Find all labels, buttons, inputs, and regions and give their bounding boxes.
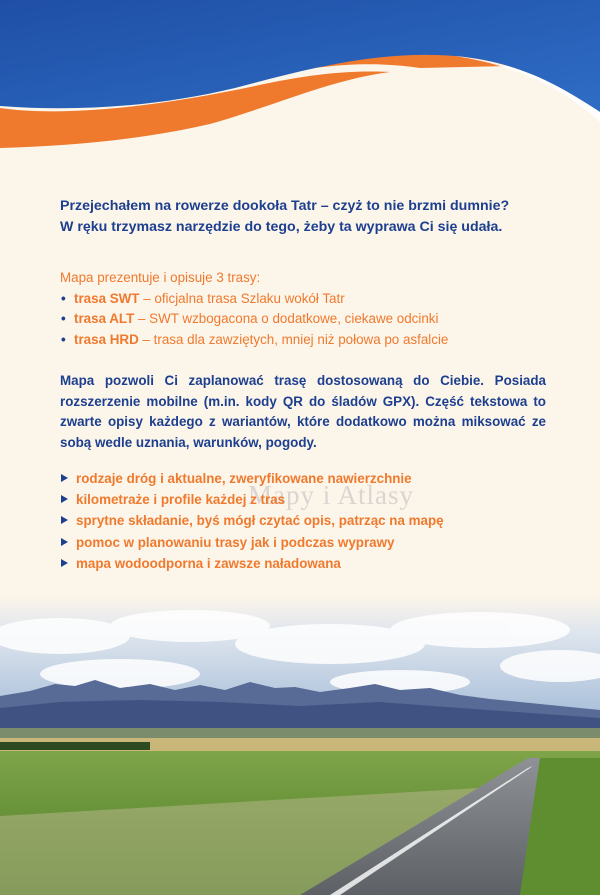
bullet-icon: • (61, 331, 66, 347)
feature-item (60, 468, 560, 489)
route-name: trasa HRD (74, 331, 139, 347)
route-item-alt (60, 309, 560, 330)
triangle-bullet-icon (61, 516, 68, 524)
triangle-bullet-icon (61, 538, 68, 546)
bullet-icon: • (61, 311, 66, 326)
feature-item (60, 553, 560, 574)
feature-item (60, 489, 560, 510)
triangle-bullet-icon (61, 559, 68, 567)
route-item-hrd (60, 330, 560, 351)
routes-section (60, 268, 560, 350)
route-name: trasa ALT (74, 311, 135, 326)
route-description: – oficjalna trasa Szlaku wokół Tatr (139, 290, 345, 306)
feature-text: pomoc w planowaniu trasy jak i podczas wyprawy (76, 534, 395, 550)
route-item-swt (60, 289, 560, 310)
intro-text (60, 196, 560, 238)
top-wave-banner (0, 0, 600, 160)
feature-text: kilometraże i profile każdej z tras (76, 492, 286, 508)
description-paragraph: Mapa pozwoli Ci zaplanować trasę dostosowaną do Ciebie. Posiada rozszerzenie mobilne (m.in. kody QR do śladów GPX). Część tekstowa to zwarte opisy każdego z wariantów, które dodatkowo można miksować ze sobą wedle uznania, warunków, pogody. (60, 373, 546, 450)
routes-list (60, 289, 560, 351)
feature-text: mapa wodoodporna i zawsze naładowana (76, 555, 341, 571)
route-name: trasa SWT (74, 290, 140, 306)
tatra-landscape-photo (0, 596, 600, 895)
features-list (60, 468, 560, 574)
bullet-icon: • (61, 290, 66, 306)
blue-wave (0, 0, 600, 112)
feature-item (60, 510, 560, 531)
watermark: Mapy i Atlasy (248, 480, 414, 510)
triangle-bullet-icon (61, 474, 68, 482)
intro-line-1: Przejechałem na rowerze dookoła Tatr – czyż to nie brzmi dumnie? (60, 198, 510, 214)
triangle-bullet-icon (61, 495, 68, 503)
feature-item (60, 532, 560, 553)
route-description: – SWT wzbogacona o dodatkowe, ciekawe odcinki (134, 311, 439, 326)
feature-text: rodzaje dróg i aktualne, zweryfikowane nawierzchnie (76, 471, 412, 486)
feature-text: sprytne składanie, byś mógł czytać opis, patrząc na mapę (76, 513, 444, 529)
route-description: – trasa dla zawziętych, mniej niż połowa po asfalcie (138, 331, 449, 347)
intro-line-2: W ręku trzymasz narzędzie do tego, żeby ta wyprawa Ci się udała. (60, 219, 503, 235)
tree-line (0, 742, 150, 750)
routes-heading: Mapa prezentuje i opisuje 3 trasy: (60, 270, 261, 285)
